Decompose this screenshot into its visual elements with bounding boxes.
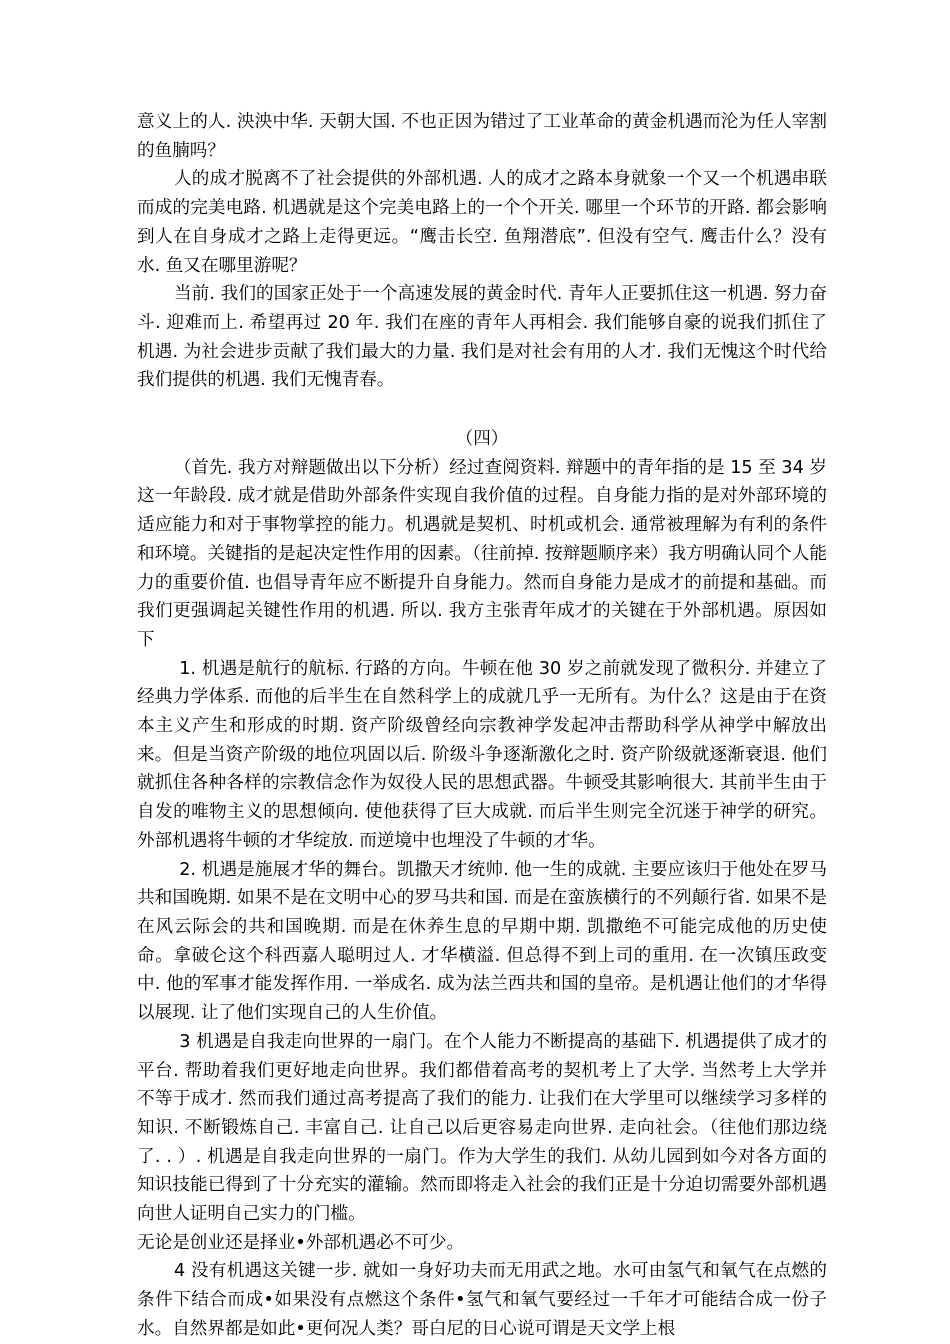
section-gap xyxy=(137,395,827,425)
paragraph-3: 当前. 我们的国家正处于一个高速发展的黄金时代. 青年人正要抓住这一机遇. 努力奋斗. 迎难而上. 希望再过 20 年. 我们在座的青年人再相会. 我们能够自豪的说我们抓住了机遇. 为社会进步贡献了我们最大的力量. 我们是对社会有用的人才. 我们无愧这个时代给我们提供的机遇. 我们无愧青春。 xyxy=(137,284,827,391)
paragraph-7: 3 机遇是自我走向世界的一扇门。在个人能力不断提高的基础下. 机遇提供了成才的平台. 帮助着我们更好地走向世界。我们都借着高考的契机考上了大学. 当然考上大学并不等于成才. 然而我们通过高考提高了我们的能力. 让我们在大学里可以继续学习多样的知识. 不断锻炼自己. 丰富自己. 让自己以后更容易走向世界. 走向社会。（往他们那边绕了. . ）. 机遇是自我走向世界的一扇门。作为大学生的我们. 从幼儿园到如今对各方面的知识技能已得到了十分充实的灌输。然而即将走入社会的我们正是十分迫切需要外部机遇向世人证明自己实力的门槛。 xyxy=(137,1031,827,1225)
section-heading: （四） xyxy=(455,429,509,450)
paragraph-4: （首先. 我方对辩题做出以下分析）经过查阅资料. 辩题中的青年指的是 15 至 34 岁这一年龄段. 成才就是借助外部条件实现自我价值的过程。自身能力指的是对外部环境的适应能力和对于事物掌控的能力。机遇就是契机、时机或机会. 通常被理解为有利的条件和环境。关键指的是起决定性作用的因素。（往前掉. 按辩题顺序来）我方明确认同个人能力的重要价值. 也倡导青年应不断提升自身能力。然而自身能力是成才的前提和基础。而我们更强调起关键性作用的机遇. 所以. 我方主张青年成才的关键在于外部机遇。原因如下 xyxy=(137,457,827,650)
document-page xyxy=(137,108,827,1344)
paragraph-5: 1. 机遇是航行的航标. 行路的方向。牛顿在他 30 岁之前就发现了微积分. 并建立了经典力学体系. 而他的后半生在自然科学上的成就几乎一无所有。为什么？这是由于在资本主义产生和形成的时期. 资产阶级曾经向宗教神学发起冲击帮助科学从神学中解放出来。但是当资产阶级的地位巩固以后. 阶级斗争逐渐激化之时. 资产阶级就逐渐衰退. 他们就抓住各种各样的宗教信念作为奴役人民的思想武器。牛顿受其影响很大. 其前半生由于自发的唯物主义的思想倾向. 使他获得了巨大成就. 而后半生则完全沉迷于神学的研究。外部机遇将牛顿的才华绽放. 而逆境中也埋没了牛顿的才华。 xyxy=(137,658,827,851)
paragraph-8: 无论是创业还是择业•外部机遇必不可少。 xyxy=(137,1232,465,1253)
paragraph-6: 2. 机遇是施展才华的舞台。凯撒天才统帅. 他一生的成就. 主要应该归于他处在罗马共和国晚期. 如果不是在文明中心的罗马共和国. 而是在蛮族横行的不列颠行省. 如果不是在风云际会的共和国晚期. 而是在休养生息的早期中期. 凯撒绝不可能完成他的历史使命。拿破仑这个科西嘉人聪明过人. 才华横溢. 但总得不到上司的重用. 在一次镇压政变中. 他的军事才能发挥作用. 一举成名. 成为法兰西共和国的皇帝。是机遇让他们的才华得以展现. 让了他们实现自己的人生价值。 xyxy=(137,859,827,1024)
paragraph-2: 人的成才脱离不了社会提供的外部机遇. 人的成才之路本身就象一个又一个机遇串联而成的完美电路. 机遇就是这个完美电路上的一个个开关. 哪里一个环节的开路. 都会影响到人在自身成才之路上走得更远。“鹰击长空. 鱼翔潜底”. 但没有空气. 鹰击什么？没有水. 鱼又在哪里游呢？ xyxy=(137,169,827,276)
paragraph-9: 4 没有机遇这关键一步. 就如一身好功夫而无用武之地。水可由氢气和氧气在点燃的条件下结合而成•如果没有点燃这个条件•氢气和氧气要经过一千年才可能结合成一份子水。自然界都是如此•更何况人类？哥白尼的日心说可谓是天文学上根 xyxy=(137,1261,827,1339)
paragraph-1: 意义上的人. 泱泱中华. 天朝大国. 不也正因为错过了工业革命的黄金机遇而沦为任人宰割的鱼腩吗？ xyxy=(137,112,827,161)
